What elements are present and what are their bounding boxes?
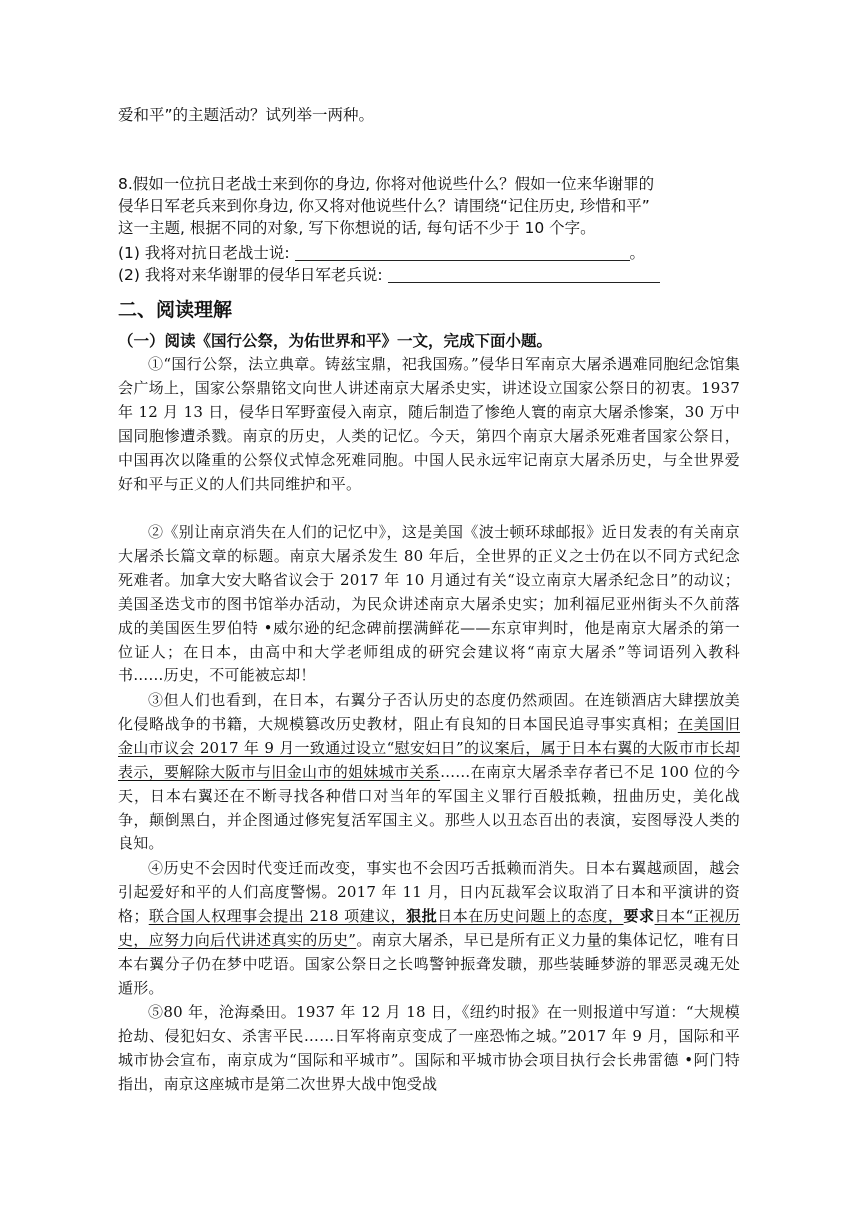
paragraph-4-underlined-1: 联合国人权理事会提出 218 项建议，	[148, 906, 407, 925]
answer-2-row	[118, 264, 740, 286]
answer-1-end: 。	[629, 244, 646, 262]
paragraph-4-part-c: 。南京大屠杀，早已是所有正义力量的集体记忆，唯有日本右翼分子仍在梦中呓语。国家公祭日之长鸣警钟振聋发聩，那些装睡梦游的罪恶灵魂无处遁形。	[118, 930, 740, 997]
answer-1-blank[interactable]	[295, 244, 630, 261]
paragraph-3-part-b: ……在南京大屠杀幸存者已不足 100 位的今天，日本右翼还在不断寻找各种借口对当年的军国主义罪行百般抵赖，扭曲历史，美化战争，颠倒黑白，并企图通过修宪复活军国主义。那些人以丑态百出的表演，妄图辱没人类的良知。	[118, 762, 740, 853]
paragraph-4-bold-1: 狠批	[406, 906, 438, 925]
paragraph-5: ⑤80 年，沧海桑田。1937 年 12 月 18 日，《纽约时报》在一则报道中写道：“大规模抢劫、侵犯妇女、杀害平民……日军将南京变成了一座恐怖之城。”2017 年 9 月，国际和平城市协会宣布，南京成为“国际和平城市”。国际和平城市协会项目执行会长弗雷德 •阿门特指出，南京这座城市是第二次世界大战中饱受战	[118, 1003, 740, 1093]
question-8-line-2: 侵华日军老兵来到你身边, 你又将对他说些什么？请围绕“记住历史, 珍惜和平”	[118, 197, 650, 215]
paragraph-4	[118, 857, 740, 1000]
paragraph-3-underlined: 在美国旧金山市议会 2017 年 9 月一致通过设立“慰安妇日”的议案后，属于日本右翼的大阪市市长却表示，要解除大阪市与旧金山市的姐妹城市关系	[118, 714, 740, 781]
paragraph-4-part-a: ④历史不会因时代变迁而改变，事实也不会因巧舌抵赖而消失。日本右翼越顽固，越会引起爱好和平的人们高度警惕。2017 年 11 月，日内瓦裁军会议取消了日本和平演讲的资格；	[118, 859, 740, 925]
paragraph-4-bold-2: 要求	[623, 906, 655, 925]
answer-1-label: (1) 我将对抗日老战士说:	[118, 244, 295, 262]
question-8-line-1: 8.假如一位抗日老战士来到你的身边, 你将对他说些什么？假如一位来华谢罪的	[118, 175, 655, 193]
reading-subtitle: （一）阅读《国行公祭，为佑世界和平》一文，完成下面小题。	[118, 332, 553, 350]
paragraph-2: ②《别让南京消失在人们的记忆中》，这是美国《波士顿环球邮报》近日发表的有关南京大屠杀长篇文章的标题。南京大屠杀发生 80 年后，全世界的正义之士仍在以不同方式纪念死难者。加拿大安大略省议会于 2017 年 10 月通过有关“设立南京大屠杀纪念日”的动议；美国圣迭戈市的图书馆举办活动，为民众讲述南京大屠杀史实；加利福尼亚州街头不久前落成的美国医生罗伯特 •威尔逊的纪念碑前摆满鲜花——东京审判时，他是南京大屠杀的第一位证人；在日本，由高中和大学老师组成的研究会建议将“南京大屠杀”等词语列入教科书……历史，不可能被忘却！	[118, 523, 740, 685]
paragraph-3	[118, 689, 740, 856]
paragraph-3-part-a: ③但人们也看到，在日本，右翼分子否认历史的态度仍然顽固。在连锁酒店大肆摆放美化侵略战争的书籍，大规模篡改历史教材，阻止有良知的日本国民追寻事实真相；	[118, 691, 740, 733]
answer-2-label: (2) 我将对来华谢罪的侵华日军老兵说:	[118, 266, 388, 284]
paragraph-4-underlined-3: 日本“正视历史，应努力向后代讲述真实的历史”	[118, 906, 741, 949]
section-title: 二、阅读理解	[118, 299, 233, 321]
previous-question-fragment: 爱和平”的主题活动？试列举一两种。	[118, 106, 375, 124]
answer-2-blank[interactable]	[388, 266, 660, 283]
question-8-line-3: 这一主题, 根据不同的对象, 写下你想说的话, 每句话不少于 10 个字。	[118, 219, 596, 237]
paragraph-4-underlined-2: 日本在历史问题上的态度，	[437, 906, 624, 925]
paragraph-1: ①“国行公祭，法立典章。铸兹宝鼎，祀我国殇。”侵华日军南京大屠杀遇难同胞纪念馆集会广场上，国家公祭鼎铭文向世人讲述南京大屠杀史实，讲述设立国家公祭日的初衷。1937 年 12 月 13 日，侵华日军野蛮侵入南京，随后制造了惨绝人寰的南京大屠杀惨案，30 万中国同胞惨遭杀戮。南京的历史，人类的记忆。今天，第四个南京大屠杀死难者国家公祭日，中国再次以隆重的公祭仪式悼念死难同胞。中国人民永远牢记南京大屠杀历史，与全世界爱好和平与正义的人们共同维护和平。	[118, 355, 740, 493]
answer-1-row	[118, 242, 740, 264]
